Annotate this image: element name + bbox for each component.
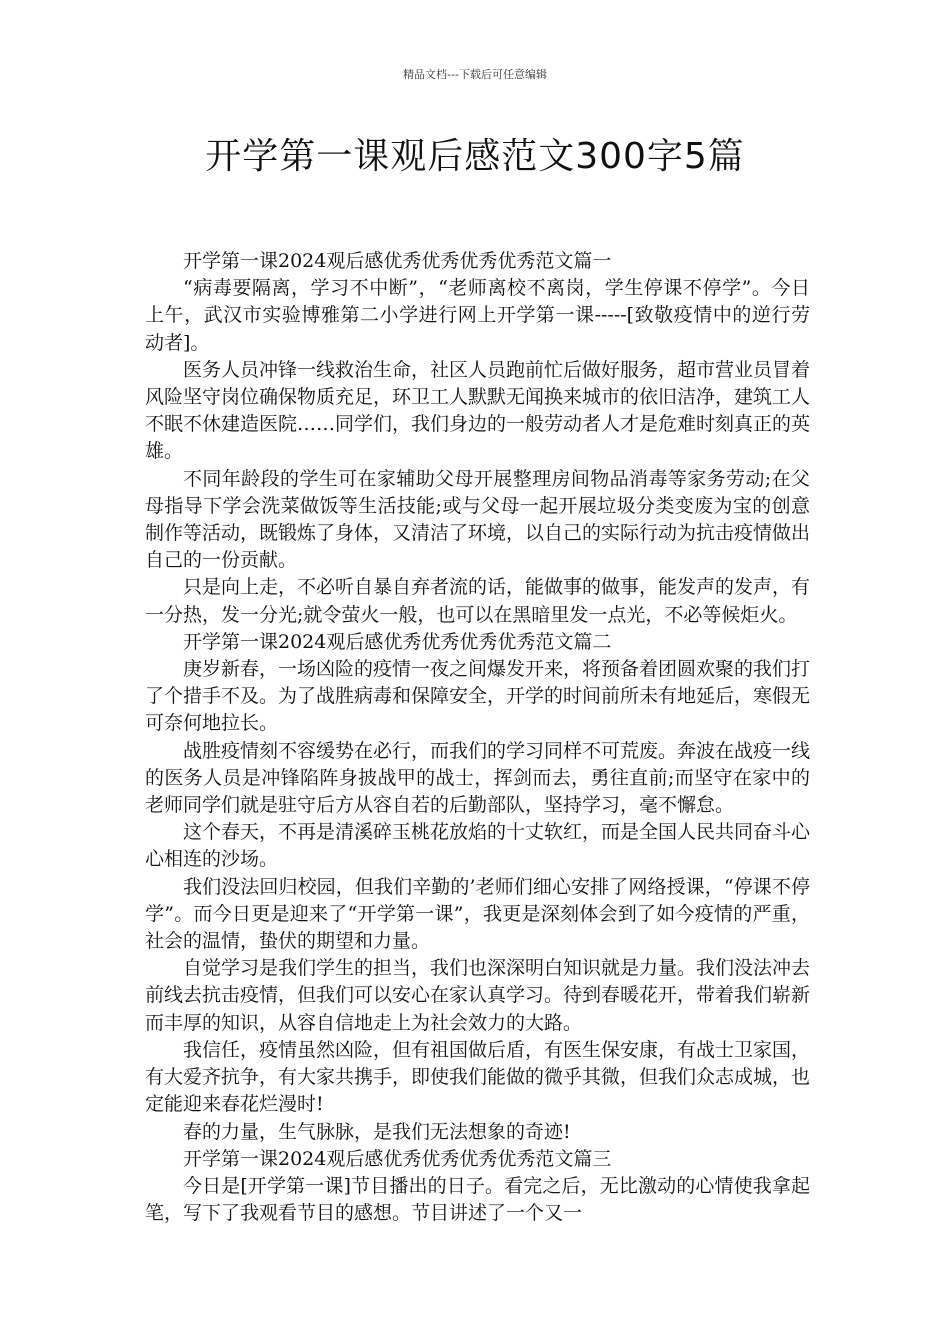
section-heading: 开学第一课2024观后感优秀优秀优秀优秀范文篇一	[183, 250, 612, 272]
document-body	[145, 248, 810, 1227]
paragraph: 我们没法回归校园，但我们辛勤的’老师们细心安排了网络授课，“停课不停学”。而今日更是迎来了“开学第一课”，我更是深刻体会到了如今疫情的严重，社会的温情，蛰伏的期望和力量。	[145, 875, 810, 953]
paragraph: 战胜疫情刻不容缓势在必行，而我们的学习同样不可荒废。奔波在战疫一线的医务人员是冲锋陷阵身披战甲的战士，挥剑而去，勇往直前;而坚守在家中的老师同学们就是驻守后方从容自若的后勤部队，坚持学习，毫不懈怠。	[145, 739, 811, 817]
paragraph: 只是向上走，不必听自暴自弃者流的话，能做事的做事，能发声的发声，有一分热，发一分光;就令萤火一般，也可以在黑暗里发一点光，不必等候炬火。	[145, 576, 811, 626]
paragraph: 庚岁新春，一场凶险的疫情一夜之间爆发开来，将预备着团圆欢聚的我们打了个措手不及。为了战胜病毒和保障安全，开学的时间前所未有地延后，寒假无可奈何地拉长。	[145, 658, 811, 735]
paragraph: 不同年龄段的学生可在家辅助父母开展整理房间物品消毒等家务劳动;在父母指导下学会洗菜做饭等生活技能;或与父母一起开展垃圾分类变废为宝的创意制作等活动，既锻炼了身体，又清洁了环境，以自己的实际行动为抗击疫情做出自己的一份贡献。	[145, 467, 811, 572]
paragraph: 医务人员冲锋一线救治生命，社区人员跑前忙后做好服务，超市营业员冒着风险坚守岗位确保物质充足，环卫工人默默无闻换来城市的依旧洁净，建筑工人不眠不休建造医院……同学们，我们身边的一般劳动者人才是危难时刻真正的英雄。	[145, 358, 811, 463]
header-note: 精品文档---下载后可任意编辑	[403, 68, 547, 81]
paragraph: 春的力量，生气脉脉，是我们无法想象的奇迹!	[183, 1120, 571, 1143]
section-heading: 开学第一课2024观后感优秀优秀优秀优秀范文篇二	[183, 630, 612, 653]
paragraph: 这个春天，不再是清溪碎玉桃花放焰的十丈软红，而是全国人民共同奋斗心心相连的沙场。	[145, 821, 811, 871]
paragraph: 我信任，疫情虽然凶险，但有祖国做后盾，有医生保安康，有战士卫家国，有大爱齐抗争，有大家共携手，即使我们能做的微乎其微，但我们众志成城，也定能迎来春花烂漫时!	[145, 1038, 811, 1116]
document-title: 开学第一课观后感范文300字5篇	[205, 136, 745, 177]
paragraph: 今日是[开学第一课]节目播出的日子。看完之后，无比激动的心情使我拿起笔，写下了我观看节目的感想。节目讲述了一个又一	[145, 1174, 810, 1225]
paragraph: 自觉学习是我们学生的担当，我们也深深明白知识就是力量。我们没法冲去前线去抗击疫情，但我们可以安心在家认真学习。待到春暖花开，带着我们崭新而丰厚的知识，从容自信地走上为社会效力的大路。	[145, 957, 811, 1034]
paragraph: “病毒要隔离，学习不中断”，“老师离校不离岗，学生停课不停学”。今日上午，武汉市实验博雅第二小学进行网上开学第一课-----[致敬疫情中的逆行劳动者]。	[145, 277, 810, 354]
section-heading: 开学第一课2024观后感优秀优秀优秀优秀范文篇三	[183, 1147, 612, 1170]
